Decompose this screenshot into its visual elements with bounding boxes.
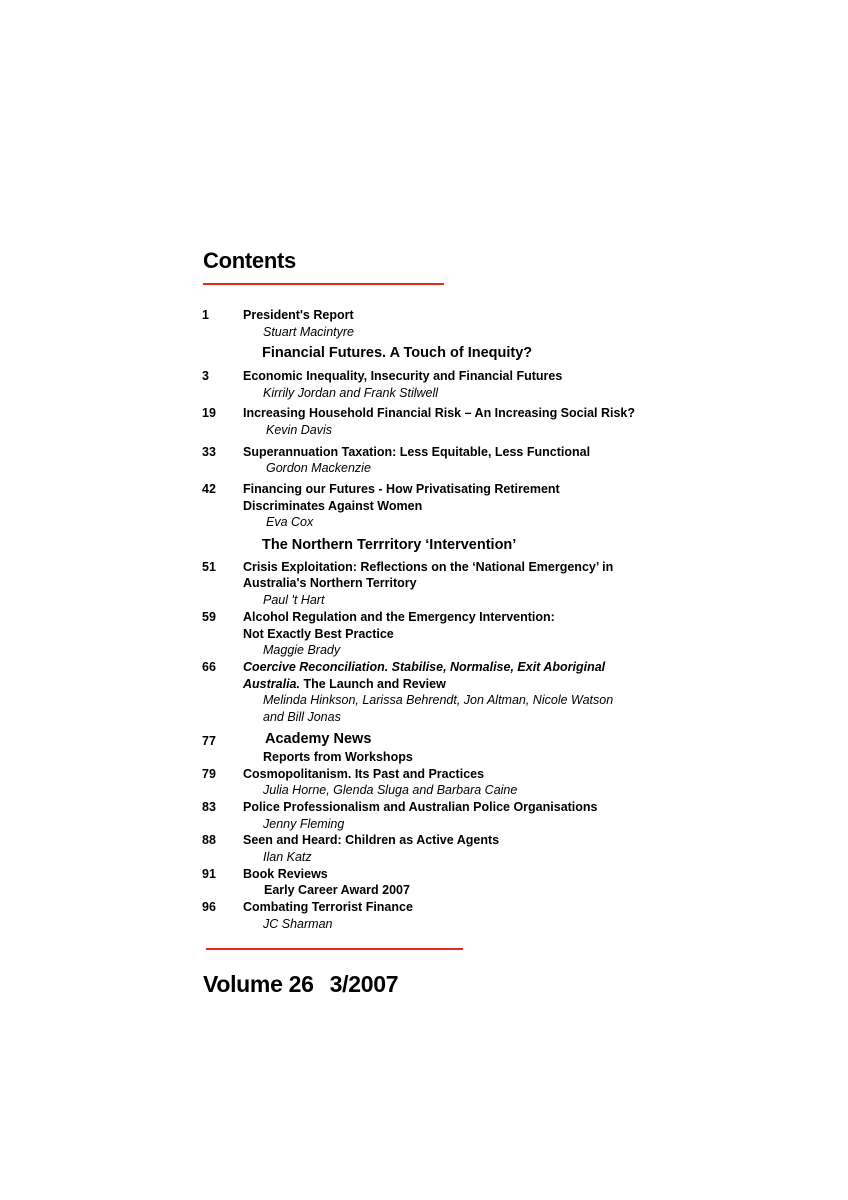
entry-author: Julia Horne, Glenda Sluga and Barbara Caine xyxy=(263,783,518,797)
section-heading: Academy News xyxy=(265,731,372,747)
page-title: Contents xyxy=(203,248,296,273)
entry-page-number: 33 xyxy=(202,445,216,459)
entry-title-line1: Financing our Futures - How Privatisating Retirement xyxy=(243,482,560,496)
entry-title-line1: Coercive Reconciliation. Stabilise, Normalise, Exit Aboriginal xyxy=(243,660,606,674)
issue-label: 3/2007 xyxy=(329,971,399,997)
entry-title-line1: Alcohol Regulation and the Emergency Intervention: xyxy=(243,610,555,624)
entry-page-number: 91 xyxy=(202,867,216,881)
entry-subtitle: Reports from Workshops xyxy=(263,750,413,764)
entry-page-number: 77 xyxy=(202,734,216,748)
entry-title-line2 xyxy=(243,676,446,692)
entry-author: Kirrily Jordan and Frank Stilwell xyxy=(263,386,439,400)
entry-page-number: 79 xyxy=(202,767,216,781)
entry-title: Book Reviews xyxy=(243,867,328,881)
entry-page-number: 51 xyxy=(202,560,216,574)
entry-author-line1: Melinda Hinkson, Larissa Behrendt, Jon Altman, Nicole Watson xyxy=(263,693,614,707)
entry-title: Increasing Household Financial Risk – An Increasing Social Risk? xyxy=(243,406,636,420)
entry-author: Maggie Brady xyxy=(263,643,341,657)
entry-title-line2: Australia's Northern Territory xyxy=(243,576,417,590)
entry-title: Police Professionalism and Australian Police Organisations xyxy=(243,800,598,814)
section-heading: Financial Futures. A Touch of Inequity? xyxy=(262,345,533,361)
entry-title: Cosmopolitanism. Its Past and Practices xyxy=(243,767,485,781)
entry-title: President's Report xyxy=(243,308,354,322)
entry-author: JC Sharman xyxy=(263,917,333,931)
section-heading: The Northern Terrritory ‘Intervention’ xyxy=(262,537,517,553)
entry-author: Stuart Macintyre xyxy=(263,325,355,339)
entry-page-number: 88 xyxy=(202,833,216,847)
entry-title-rest: The Launch and Review xyxy=(299,677,446,691)
entry-page-number: 1 xyxy=(202,308,209,322)
top-red-rule xyxy=(203,283,444,285)
entry-author: Eva Cox xyxy=(266,515,314,529)
entry-page-number: 42 xyxy=(202,482,216,496)
entry-page-number: 19 xyxy=(202,406,216,420)
entry-author-line2: and Bill Jonas xyxy=(263,710,341,724)
entry-title: Economic Inequality, Insecurity and Financial Futures xyxy=(243,369,563,383)
entry-author: Ilan Katz xyxy=(263,850,312,864)
entry-title: Superannuation Taxation: Less Equitable, Less Functional xyxy=(243,445,591,459)
entry-title-italic-part: Australia. xyxy=(243,677,300,691)
entry-page-number: 3 xyxy=(202,369,209,383)
entry-subtitle: Early Career Award 2007 xyxy=(264,883,410,897)
entry-page-number: 96 xyxy=(202,900,216,914)
entry-page-number: 59 xyxy=(202,610,216,624)
entry-author: Paul 't Hart xyxy=(263,593,325,607)
entry-title-line2: Not Exactly Best Practice xyxy=(243,627,394,641)
entry-title: Combating Terrorist Finance xyxy=(243,900,413,914)
entry-title-line2: Discriminates Against Women xyxy=(243,499,423,513)
entry-title: Seen and Heard: Children as Active Agents xyxy=(243,833,500,847)
entry-author: Kevin Davis xyxy=(266,423,332,437)
entry-author: Gordon Mackenzie xyxy=(266,461,371,475)
bottom-red-rule xyxy=(206,948,463,950)
entry-author: Jenny Fleming xyxy=(263,817,345,831)
entry-title-line1: Crisis Exploitation: Reflections on the ‘National Emergency’ in xyxy=(243,560,614,574)
entry-page-number: 66 xyxy=(202,660,216,674)
entry-page-number: 83 xyxy=(202,800,216,814)
volume-label: Volume 26 xyxy=(203,971,314,997)
volume-issue xyxy=(203,971,398,998)
